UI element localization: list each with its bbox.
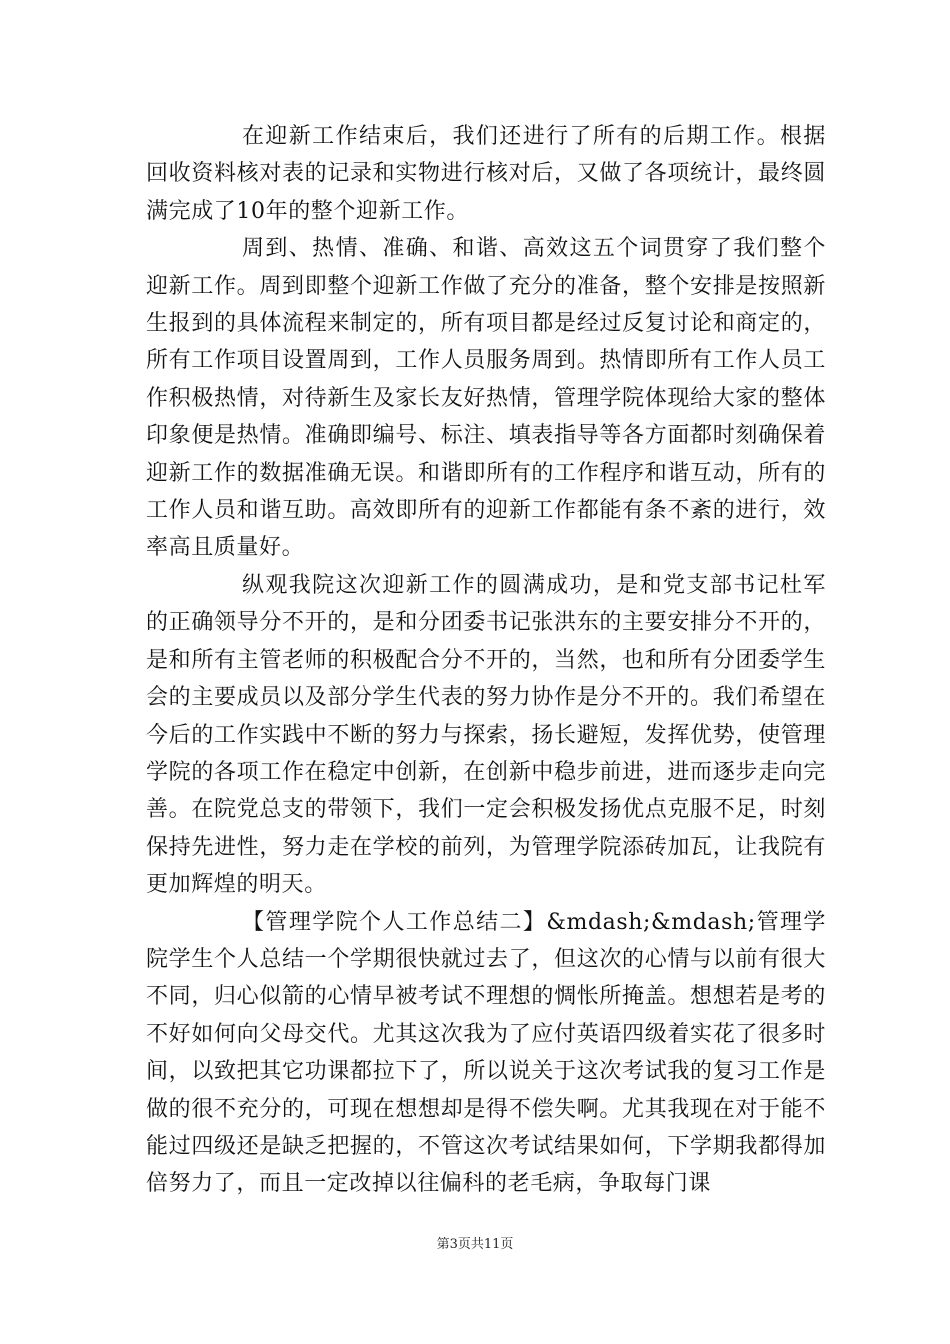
page-number: 第3页共11页: [436, 1237, 514, 1252]
paragraph-acknowledgement: 纵观我院这次迎新工作的圆满成功，是和党支部书记杜军的正确领导分不开的，是和分团委书记张洪东的主要安排分不开的，是和所有主管老师的积极配合分不开的，当然，也和所有分团委学生会的主要成员以及部分学生代表的努力协作是分不开的。我们希望在今后的工作实践中不断的努力与探索，扬长避短，发挥优势，使管理学院的各项工作在稳定中创新，在创新中稳步前进，进而逐步走向完善。在院党总支的带领下，我们一定会积极发扬优点克服不足，时刻保持先进性，努力走在学校的前列，为管理学院添砖加瓦，让我院有更加辉煌的明天。: [146, 572, 826, 898]
paragraph-post-work: 在迎新工作结束后，我们还进行了所有的后期工作。根据回收资料核对表的记录和实物进行核对后，又做了各项统计，最终圆满完成了10年的整个迎新工作。: [146, 124, 826, 224]
paragraph-summary-two: 【管理学院个人工作总结二】&mdash;&mdash;管理学院学生个人总结一个学期很快就过去了，但这次的心情与以前有很大不同，归心似箭的心情早被考试不理想的惆怅所掩盖。想想若是考的不好如何向父母交代。尤其这次我为了应付英语四级着实花了很多时间，以致把其它功课都拉下了，所以说关于这次考试我的复习工作是做的很不充分的，可现在想想却是得不偿失啊。尤其我现在对于能不能过四级还是缺乏把握的，不管这次考试结果如何，下学期我都得加倍努力了，而且一定改掉以往偏科的老毛病，争取每门课: [146, 909, 826, 1197]
paragraph-five-words: 周到、热情、准确、和谐、高效这五个词贯穿了我们整个迎新工作。周到即整个迎新工作做了充分的准备，整个安排是按照新生报到的具体流程来制定的，所有项目都是经过反复讨论和商定的，所有工作项目设置周到，工作人员服务周到。热情即所有工作人员工作积极热情，对待新生及家长友好热情，管理学院体现给大家的整体印象便是热情。准确即编号、标注、填表指导等各方面都时刻确保着迎新工作的数据准确无误。和谐即所有的工作程序和谐互动，所有的工作人员和谐互助。高效即所有的迎新工作都能有条不紊的进行，效率高且质量好。: [146, 236, 826, 561]
document-body: [146, 118, 826, 1203]
